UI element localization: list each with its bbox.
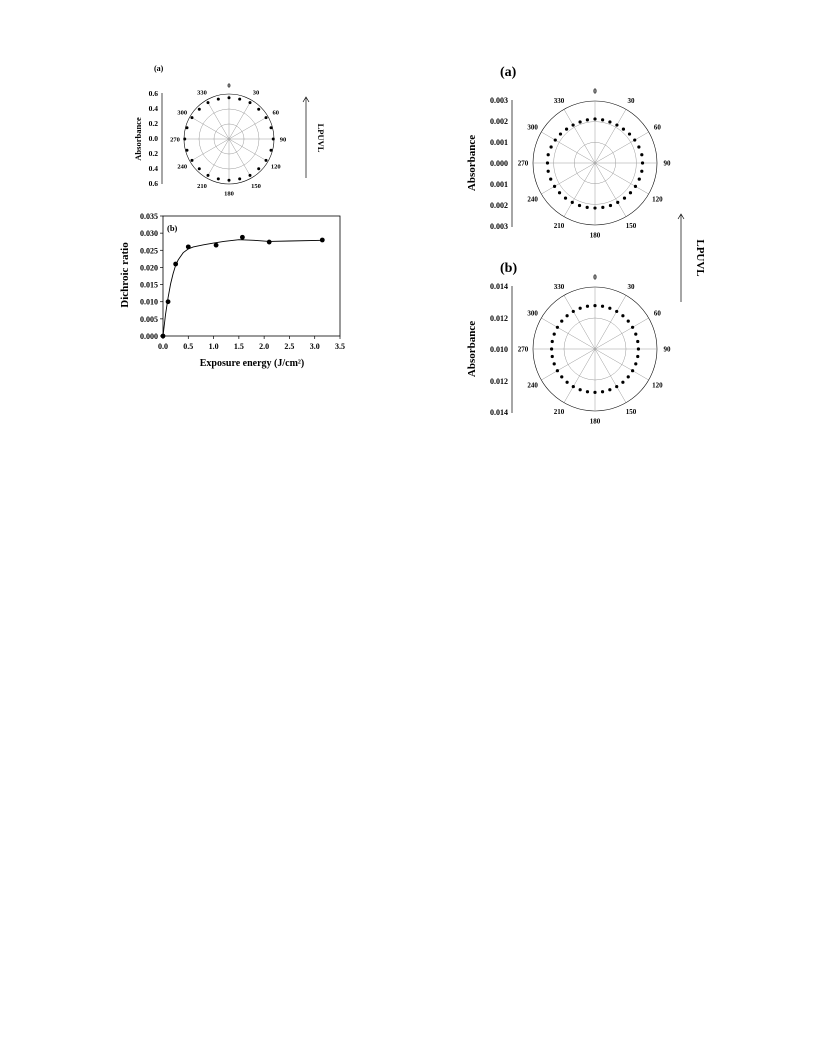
data-point — [623, 197, 626, 200]
data-point — [249, 174, 252, 177]
angle-tick-label-210: 210 — [197, 183, 207, 191]
data-point — [565, 128, 568, 131]
angle-tick-label-30: 30 — [627, 283, 635, 292]
angle-tick-label-300: 300 — [527, 123, 538, 132]
angle-tick-label-90: 90 — [663, 159, 671, 168]
data-point — [238, 177, 241, 180]
axes-b — [160, 216, 340, 339]
data-point — [556, 326, 559, 329]
panel-label-right-b: (b) — [500, 261, 518, 276]
polar-chart-left-a — [133, 64, 286, 197]
radial-tick-label: 0.014 — [490, 408, 508, 417]
radial-tick-label: 0.010 — [490, 345, 508, 354]
angle-tick-label-210: 210 — [553, 407, 565, 416]
data-point — [636, 355, 639, 358]
angle-tick-label-30: 30 — [252, 89, 260, 97]
data-point — [633, 138, 636, 141]
polar-grid-spoke — [595, 163, 626, 217]
radial-tick-label: 0.003 — [490, 222, 508, 231]
data-point — [628, 132, 631, 135]
angle-tick-label-120: 120 — [652, 195, 663, 204]
data-point — [638, 178, 641, 181]
data-point — [265, 159, 268, 162]
polar-grid-spoke — [190, 117, 229, 140]
data-point — [572, 310, 575, 313]
angle-tick-label-330: 330 — [553, 97, 565, 106]
data-point — [270, 149, 273, 152]
angle-tick-label-90: 90 — [663, 345, 671, 354]
radial-tick-label: 0.2 — [148, 149, 158, 158]
data-point — [207, 174, 210, 177]
data-point — [566, 381, 569, 384]
data-point — [173, 262, 178, 267]
data-point — [622, 128, 625, 131]
data-point — [609, 204, 612, 207]
data-point — [578, 204, 581, 207]
x-tick-label: 0.5 — [183, 342, 194, 351]
angle-tick-label-240: 240 — [527, 381, 538, 390]
polar-grid-spoke — [595, 295, 626, 349]
radial-tick-label: 0.000 — [490, 159, 508, 168]
angle-tick-label-60: 60 — [653, 309, 661, 318]
data-point — [549, 178, 552, 181]
radial-tick-label: 0.6 — [148, 89, 158, 98]
data-point — [634, 333, 637, 336]
y-axis-label-b: Dichroic ratio — [119, 242, 131, 308]
data-point — [641, 161, 644, 164]
data-points-b — [161, 235, 325, 339]
angle-tick-label-330: 330 — [553, 283, 565, 292]
plot-frame — [163, 216, 340, 336]
polar-grid-spoke — [541, 318, 595, 349]
angle-tick-label-180: 180 — [589, 417, 601, 426]
data-point — [547, 170, 550, 173]
polar-grid-spoke — [207, 139, 230, 178]
angle-tick-label-240: 240 — [527, 195, 538, 204]
polar-grid-spoke — [595, 349, 626, 403]
data-point — [637, 145, 640, 148]
angle-tick-label-90: 90 — [279, 136, 287, 144]
data-point — [621, 314, 624, 317]
x-tick-label: 3.0 — [309, 342, 320, 351]
data-point — [217, 98, 220, 101]
polar-grid-spoke — [595, 318, 649, 349]
data-point — [228, 179, 231, 182]
angle-tick-label-150: 150 — [625, 407, 637, 416]
data-point — [257, 108, 260, 111]
data-point — [564, 197, 567, 200]
y-tick-label: 0.035 — [140, 212, 158, 221]
data-point — [629, 191, 632, 194]
data-point — [571, 201, 574, 204]
data-point — [615, 310, 618, 313]
data-point — [616, 201, 619, 204]
data-point — [634, 362, 637, 365]
data-point — [578, 120, 581, 123]
data-point — [593, 391, 596, 394]
x-tick-label: 1.0 — [208, 342, 219, 351]
data-point — [214, 243, 219, 248]
data-point — [190, 116, 193, 119]
data-point — [166, 299, 171, 304]
angle-tick-label-240: 240 — [177, 163, 188, 171]
data-point — [257, 167, 260, 170]
data-point — [637, 347, 640, 350]
data-point — [601, 390, 604, 393]
angle-tick-label-120: 120 — [270, 163, 281, 171]
radial-tick-label: 0.014 — [490, 282, 508, 291]
radial-tick-label: 0.003 — [490, 96, 508, 105]
polar-grid-spoke — [207, 100, 230, 139]
angle-tick-label-180: 180 — [589, 231, 601, 240]
y-tick-label: 0.005 — [140, 314, 158, 324]
polar-grid-left-a — [184, 94, 274, 184]
polar-grid-spoke — [229, 117, 268, 140]
radial-tick-label: 0.0 — [148, 134, 158, 143]
lpuvl-label-left: LPUVL — [316, 123, 326, 153]
angle-tick-label-210: 210 — [553, 221, 565, 230]
data-point — [553, 185, 556, 188]
lpuvl-label-right: LPUVL — [694, 239, 706, 277]
polar-grid-spoke — [564, 109, 595, 163]
polar-grid-spoke — [564, 163, 595, 217]
data-point — [636, 340, 639, 343]
data-point — [608, 388, 611, 391]
polar-grid-spoke — [229, 100, 252, 139]
data-point — [551, 340, 554, 343]
data-point — [593, 117, 596, 120]
data-point — [546, 161, 549, 164]
data-point — [601, 305, 604, 308]
angle-tick-label-30: 30 — [627, 97, 635, 106]
radial-tick-labels-right-a — [490, 96, 508, 231]
angle-tick-label-180: 180 — [224, 190, 234, 198]
data-point — [190, 159, 193, 162]
x-tick-label: 0.0 — [158, 342, 168, 351]
line-chart-dichroic-b — [119, 212, 345, 369]
data-point — [558, 191, 561, 194]
data-point — [621, 381, 624, 384]
x-axis-label-b: Exposure energy (J/cm²) — [199, 358, 305, 369]
data-point — [551, 355, 554, 358]
data-point — [627, 320, 630, 323]
polar-grid-spoke — [595, 349, 649, 380]
polar-grid-spoke — [190, 139, 229, 162]
y-axis-label-left-a: Absorbance — [133, 117, 143, 161]
y-tick-label: 0.020 — [140, 263, 158, 273]
data-point — [267, 240, 272, 245]
radial-tick-label: 0.012 — [490, 314, 508, 323]
radial-tick-label: 0.012 — [490, 377, 508, 386]
data-point — [608, 120, 611, 123]
panel-label-left-a: (a) — [154, 64, 164, 73]
data-point — [550, 145, 553, 148]
radial-tick-label: 0.001 — [490, 138, 508, 147]
data-point — [593, 206, 596, 209]
data-point — [571, 123, 574, 126]
data-point — [615, 123, 618, 126]
data-point — [185, 149, 188, 152]
data-point — [586, 206, 589, 209]
data-point — [579, 388, 582, 391]
radial-tick-labels-left-a — [149, 89, 159, 188]
data-point — [265, 116, 268, 119]
angle-tick-label-300: 300 — [527, 309, 538, 318]
angle-tick-label-150: 150 — [251, 183, 261, 191]
polar-grid-spoke — [564, 295, 595, 349]
radial-tick-label: 0.002 — [490, 117, 508, 126]
data-point — [553, 333, 556, 336]
angle-tick-label-0: 0 — [227, 82, 231, 90]
angle-tick-label-60: 60 — [653, 123, 661, 132]
data-point — [640, 153, 643, 156]
x-tick-label: 2.0 — [259, 342, 270, 351]
data-point — [238, 98, 241, 101]
data-point — [560, 375, 563, 378]
angle-tick-label-0: 0 — [593, 273, 597, 282]
data-point — [198, 167, 201, 170]
fit-curve-line — [163, 240, 322, 336]
data-point — [586, 305, 589, 308]
data-point — [586, 390, 589, 393]
data-point — [601, 206, 604, 209]
data-point — [556, 369, 559, 372]
data-point — [161, 334, 166, 339]
polar-grid-spoke — [595, 132, 649, 163]
angle-tick-label-330: 330 — [197, 89, 207, 97]
radial-tick-label: 0.002 — [490, 201, 508, 210]
data-point — [185, 126, 188, 129]
y-axis-label-right-a: Absorbance — [466, 134, 478, 192]
data-point — [553, 362, 556, 365]
data-point — [272, 138, 275, 141]
polar-chart-right-a — [466, 65, 671, 239]
data-point — [634, 185, 637, 188]
data-point — [198, 108, 201, 111]
data-point — [217, 177, 220, 180]
y-tick-label: 0.000 — [140, 332, 158, 341]
data-point — [240, 235, 245, 240]
x-tick-label: 2.5 — [284, 342, 295, 351]
data-point — [579, 307, 582, 310]
data-point — [631, 326, 634, 329]
y-tick-label: 0.010 — [140, 297, 158, 307]
data-point — [183, 138, 186, 141]
data-point — [627, 375, 630, 378]
angle-tick-label-120: 120 — [652, 381, 663, 390]
lpuvl-arrow-right — [678, 214, 706, 302]
data-point — [249, 101, 252, 104]
x-tick-label: 3.5 — [335, 342, 345, 351]
y-tick-labels-b — [140, 212, 158, 341]
data-point — [320, 238, 325, 243]
data-point — [615, 385, 618, 388]
angle-tick-label-150: 150 — [625, 221, 637, 230]
data-point — [566, 314, 569, 317]
polar-chart-right-b — [466, 261, 671, 425]
angle-tick-label-270: 270 — [517, 345, 529, 354]
data-point — [547, 153, 550, 156]
angle-tick-label-0: 0 — [593, 87, 597, 96]
data-point — [631, 369, 634, 372]
radial-tick-label: 0.4 — [148, 104, 158, 113]
angle-tick-label-60: 60 — [272, 109, 280, 117]
angle-tick-label-270: 270 — [517, 159, 529, 168]
polar-grid-spoke — [564, 349, 595, 403]
data-point — [586, 118, 589, 121]
data-point — [640, 170, 643, 173]
polar-grid-spoke — [541, 132, 595, 163]
x-tick-label: 1.5 — [233, 342, 244, 351]
polar-grid-spoke — [229, 139, 252, 178]
radial-tick-labels-right-b — [490, 282, 508, 417]
fit-curve-b — [163, 240, 322, 336]
polar-grid-spoke — [541, 349, 595, 380]
data-point — [554, 138, 557, 141]
angle-tick-label-300: 300 — [177, 109, 188, 117]
polar-grid-spoke — [229, 139, 268, 162]
data-point — [559, 132, 562, 135]
x-tick-labels-b — [158, 342, 345, 351]
data-point — [270, 126, 273, 129]
y-tick-label: 0.030 — [140, 229, 158, 239]
data-point — [228, 96, 231, 99]
panel-label-right-a: (a) — [500, 65, 517, 80]
data-point — [207, 101, 210, 104]
data-point — [186, 244, 191, 249]
radial-tick-label: 0.6 — [148, 179, 158, 188]
radial-tick-label: 0.4 — [148, 164, 158, 173]
data-point — [572, 385, 575, 388]
y-tick-label: 0.025 — [140, 246, 158, 256]
y-tick-label: 0.015 — [140, 280, 158, 290]
data-point — [601, 118, 604, 121]
data-point — [593, 304, 596, 307]
lpuvl-arrow-left — [303, 97, 326, 178]
data-point — [550, 347, 553, 350]
radial-tick-label: 0.001 — [490, 180, 508, 189]
y-axis-label-right-b: Absorbance — [466, 320, 478, 378]
data-point — [560, 320, 563, 323]
data-point — [608, 307, 611, 310]
panel-label-b: (b) — [167, 223, 178, 233]
polar-grid-spoke — [595, 109, 626, 163]
radial-tick-label: 0.2 — [148, 119, 158, 128]
angle-tick-label-270: 270 — [170, 136, 180, 144]
